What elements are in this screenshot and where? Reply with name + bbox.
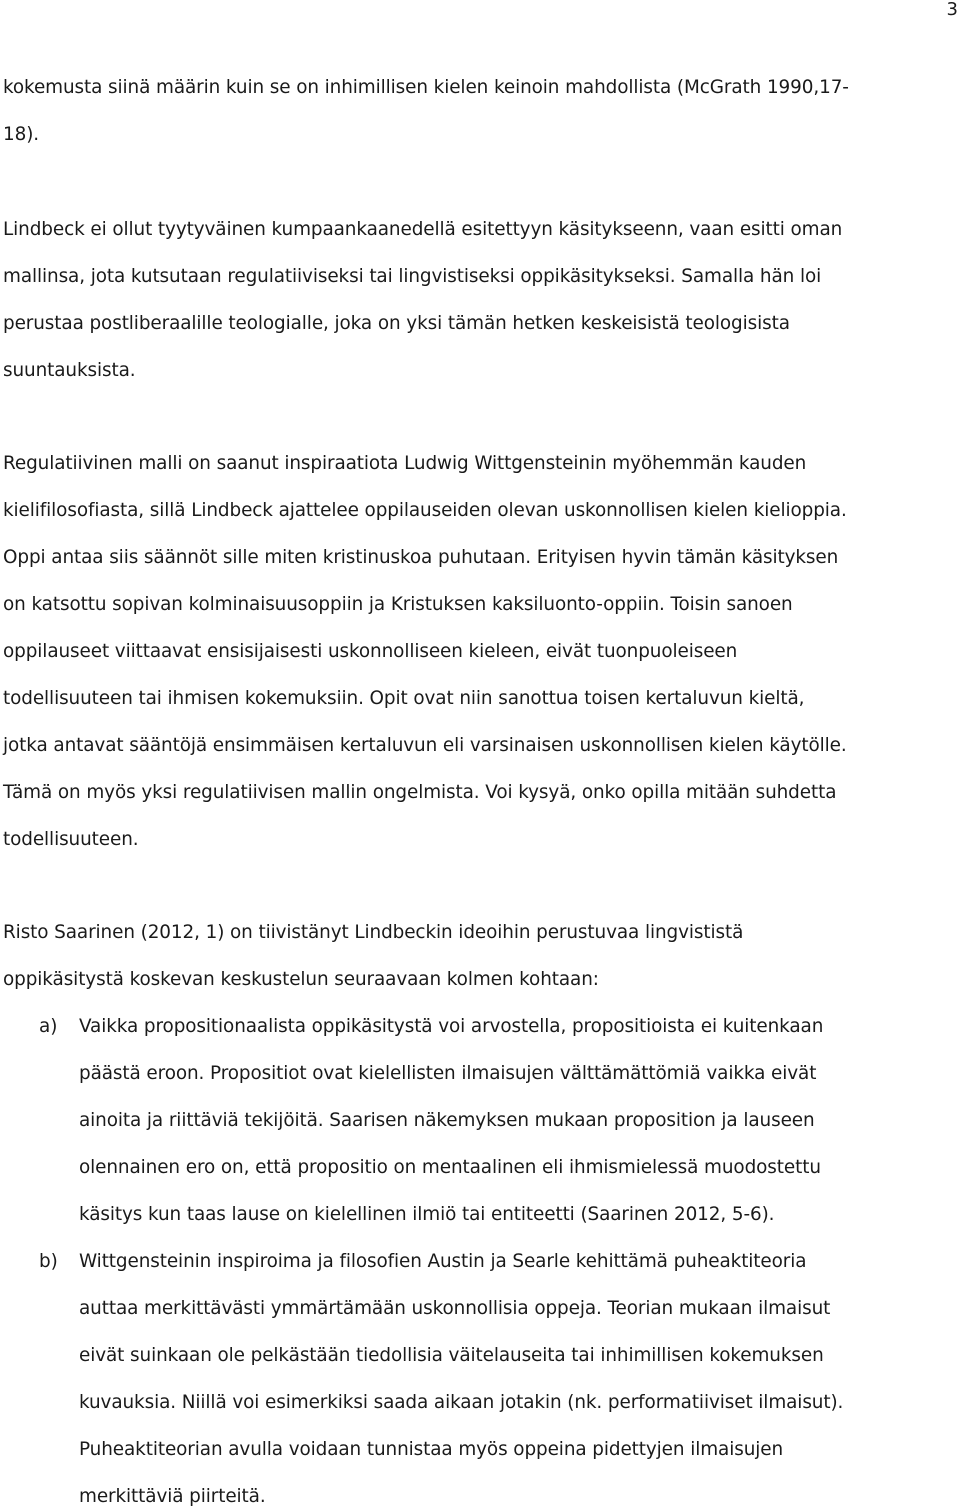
text-line: merkittäviä piirteitä.: [79, 1486, 266, 1507]
text-line: ainoita ja riittäviä tekijöitä. Saarisen näkemyksen mukaan proposition ja lauseen: [79, 1110, 815, 1131]
text-line: Risto Saarinen (2012, 1) on tiivistänyt Lindbeckin ideoihin perustuvaa lingvististä: [3, 922, 744, 943]
text-line: todellisuuteen.: [3, 829, 139, 850]
text-line: kuvauksia. Niillä voi esimerkiksi saada aikaan jotakin (nk. performatiiviset ilmaisut).: [79, 1392, 844, 1413]
text-line: eivät suinkaan ole pelkästään tiedollisia väitelauseita tai inhimillisen kokemuksen: [79, 1345, 824, 1366]
text-line: kielifilosofiasta, sillä Lindbeck ajattelee oppilauseiden olevan uskonnollisen kielen kielioppia.: [3, 500, 847, 521]
text-line: käsitys kun taas lause on kielellinen ilmiö tai entiteetti (Saarinen 2012, 5-6).: [79, 1204, 775, 1225]
text-line: Regulatiivinen malli on saanut inspiraatiota Ludwig Wittgensteinin myöhemmän kauden: [3, 453, 807, 474]
text-line: suuntauksista.: [3, 360, 136, 381]
text-line: Vaikka propositionaalista oppikäsitystä voi arvostella, propositioista ei kuitenkaan: [79, 1016, 824, 1037]
text-line: oppikäsitystä koskevan keskustelun seuraavaan kolmen kohtaan:: [3, 969, 599, 990]
text-line: Puheaktiteorian avulla voidaan tunnistaa myös oppeina pidettyjen ilmaisujen: [79, 1439, 784, 1460]
text-line: päästä eroon. Propositiot ovat kielellisten ilmaisujen välttämättömiä vaikka eivät: [79, 1063, 817, 1084]
text-line: perustaa postliberaalille teologialle, joka on yksi tämän hetken keskeisistä teologisista: [3, 313, 790, 334]
text-line: Tämä on myös yksi regulatiivisen mallin ongelmista. Voi kysyä, onko opilla mitään suhdetta: [3, 782, 837, 803]
text-line: Oppi antaa siis säännöt sille miten kristinuskoa puhutaan. Erityisen hyvin tämän käsityksen: [3, 547, 839, 568]
text-line: kokemusta siinä määrin kuin se on inhimillisen kielen keinoin mahdollista (McGrath 1990,17-: [3, 77, 849, 98]
text-line: jotka antavat sääntöjä ensimmäisen kertaluvun eli varsinaisen uskonnollisen kielen käytölle.: [3, 735, 847, 756]
page-number: 3: [946, 0, 958, 20]
list-marker: b): [39, 1251, 58, 1272]
text-line: on katsottu sopivan kolminaisuusoppiin ja Kristuksen kaksiluonto-oppiin. Toisin sanoen: [3, 594, 793, 615]
text-line: Wittgensteinin inspiroima ja filosofien Austin ja Searle kehittämä puheaktiteoria: [79, 1251, 807, 1272]
text-line: oppilauseet viittaavat ensisijaisesti uskonnolliseen kieleen, eivät tuonpuoleiseen: [3, 641, 738, 662]
text-line: mallinsa, jota kutsutaan regulatiiviseksi tai lingvistiseksi oppikäsitykseksi. Samalla hän loi: [3, 266, 822, 287]
text-line: 18).: [3, 124, 40, 145]
text-line: olennainen ero on, että propositio on mentaalinen eli ihmismielessä muodostettu: [79, 1157, 821, 1178]
text-line: todellisuuteen tai ihmisen kokemuksiin. Opit ovat niin sanottua toisen kertaluvun kieltä,: [3, 688, 805, 709]
text-line: Lindbeck ei ollut tyytyväinen kumpaankaanedellä esitettyyn käsitykseenn, vaan esitti oman: [3, 219, 843, 240]
list-marker: a): [39, 1016, 58, 1037]
text-line: auttaa merkittävästi ymmärtämään uskonnollisia oppeja. Teorian mukaan ilmaisut: [79, 1298, 831, 1319]
